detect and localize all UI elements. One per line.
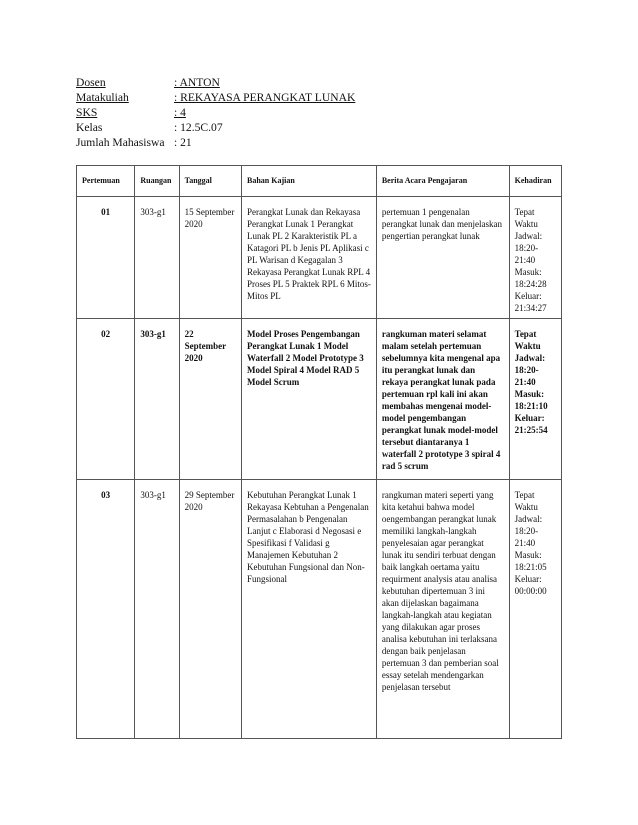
cell-berita-acara: rangkuman materi selamat malam setelah pertemuan sebelumnya kita mengenal apa itu perangkat lunak dan rekaya perangkat lunak pada pertemuan rpl kali ini akan membahas mengenai model-model pengembangan perangkat lunak model-model tersebut diantaranya 1 waterfall 2 prototype 3 spiral 4 rad 5 scrum: [376, 319, 509, 480]
info-label: Matakuliah: [76, 91, 129, 104]
col-header-kehadiran: Kehadiran: [509, 166, 561, 197]
info-value: : 21: [174, 136, 192, 149]
info-value: : 4: [174, 106, 186, 119]
table-row: [77, 480, 562, 739]
cell-pertemuan: 01: [77, 197, 135, 319]
col-header-pertemuan: Pertemuan: [77, 166, 135, 197]
info-value: : 12.5C.07: [174, 121, 223, 134]
info-label: Dosen: [76, 76, 106, 89]
info-row-sks: [76, 105, 355, 120]
cell-tanggal: 22 September 2020: [179, 319, 241, 480]
info-label: Kelas: [76, 121, 103, 134]
info-value: : REKAYASA PERANGKAT LUNAK: [174, 91, 356, 104]
cell-berita-acara: pertemuan 1 pengenalan perangkat lunak dan menjelaskan pengertian perangkat lunak: [376, 197, 509, 319]
cell-pertemuan: 03: [77, 480, 135, 739]
table-header-row: [77, 166, 562, 197]
cell-kehadiran: Tepat Waktu Jadwal: 18:20-21:40 Masuk: 18:21:10 Keluar: 21:25:54: [509, 319, 561, 480]
course-info: [76, 75, 355, 150]
info-row-kelas: [76, 120, 355, 135]
cell-ruangan: 303-g1: [135, 197, 179, 319]
info-row-dosen: [76, 75, 355, 90]
info-label: Jumlah Mahasiswa: [76, 136, 165, 149]
col-header-ruangan: Ruangan: [135, 166, 179, 197]
table-row: [77, 197, 562, 319]
cell-ruangan: 303-g1: [135, 480, 179, 739]
teaching-log-table: [76, 165, 562, 739]
table-row: [77, 319, 562, 480]
info-value: : ANTON: [174, 76, 220, 89]
cell-bahan-kajian: Kebutuhan Perangkat Lunak 1 Rekayasa Kebtuhan a Pengenalan Permasalahan b Pengenalan Lanjut c Elaborasi d Negosasi e Spesifikasi f Validasi g Manajemen Kebutuhan 2 Kebutuhan Fungsional dan Non-Fungsional: [242, 480, 377, 739]
info-label: SKS: [76, 106, 98, 119]
cell-bahan-kajian: Perangkat Lunak dan Rekayasa Perangkat Lunak 1 Perangkat Lunak PL 2 Karakteristik PL a Katagori PL b Jenis PL Aplikasi c PL Warisan d Kegagalan 3 Rekayasa Perangkat Lunak RPL 4 Proses PL 5 Praktek RPL 6 Mitos-Mitos PL: [242, 197, 377, 319]
cell-kehadiran: Tepat Waktu Jadwal: 18:20-21:40 Masuk: 18:24:28 Keluar: 21:34:27: [509, 197, 561, 319]
cell-berita-acara: rangkuman materi seperti yang kita ketahui bahwa model oengembangan perangkat lunak memiliki langkah-langkah penyelesaian agar perangkat lunak itu sendiri terbuat dengan baik langkah oertama yaitu requirment analysis atau analisa kebutuhan dipertemuan 3 ini akan dijelaskan bagaimana langkah-langkah atau kegiatan yang dilakukan agar proses analisa kebutuhan ini terlaksana dengan baik penjelasan pertemuan 3 dan pemberian soal essay setelah mendengarkan penjelasan tersebut: [376, 480, 509, 739]
col-header-bahan-kajian: Bahan Kajian: [242, 166, 377, 197]
cell-pertemuan: 02: [77, 319, 135, 480]
cell-kehadiran: Tepat Waktu Jadwal: 18:20-21:40 Masuk: 18:21:05 Keluar: 00:00:00: [509, 480, 561, 739]
info-row-matakuliah: [76, 90, 355, 105]
col-header-berita-acara: Berita Acara Pengajaran: [376, 166, 509, 197]
cell-tanggal: 29 September 2020: [179, 480, 241, 739]
col-header-tanggal: Tanggal: [179, 166, 241, 197]
cell-tanggal: 15 September 2020: [179, 197, 241, 319]
cell-ruangan: 303-g1: [135, 319, 179, 480]
info-row-jumlah-mahasiswa: [76, 135, 355, 150]
cell-bahan-kajian: Model Proses Pengembangan Perangkat Lunak 1 Model Waterfall 2 Model Prototype 3 Model Spiral 4 Model RAD 5 Model Scrum: [242, 319, 377, 480]
